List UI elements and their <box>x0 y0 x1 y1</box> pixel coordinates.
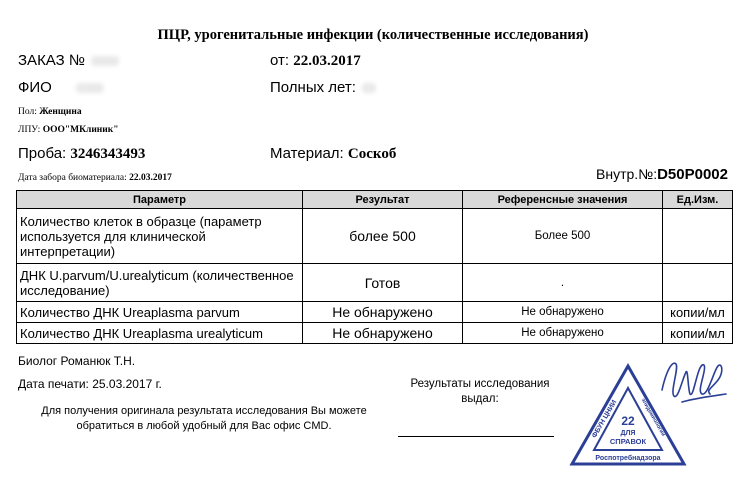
biologist-name: Биолог Романюк Т.Н. <box>18 354 136 368</box>
table-row <box>17 209 733 264</box>
cell-parameter: Количество ДНК Ureaplasma urealyticum <box>17 323 303 344</box>
order-date-value: 22.03.2017 <box>293 53 361 69</box>
sample-row <box>18 145 145 163</box>
internal-number-label: Внутр.№: <box>596 166 658 182</box>
fio-redacted <box>76 83 104 93</box>
column-header-result: Результат <box>303 191 463 209</box>
sample-value: 3246343493 <box>70 146 146 162</box>
order-number-row <box>18 52 119 69</box>
cell-reference: Не обнаружено <box>463 302 663 323</box>
sex-value: Женщина <box>39 107 82 117</box>
signature-icon <box>652 350 732 412</box>
order-number-label: ЗАКАЗ № <box>18 52 85 69</box>
table-row <box>17 264 733 302</box>
table-row <box>17 302 733 323</box>
original-note-line-2: обратиться в любой удобный для Вас офис CMD. <box>76 420 332 432</box>
cell-result: Готов <box>303 264 463 302</box>
sex-label: Пол: <box>18 107 37 117</box>
cell-result: более 500 <box>303 209 463 264</box>
stamp-line-2: СПРАВОК <box>609 437 647 446</box>
age-label: Полных лет: <box>270 79 356 96</box>
order-number-redacted <box>91 56 119 66</box>
results-table <box>16 190 733 344</box>
original-note-line-1: Для получения оригинала результата исследования Вы можете <box>41 405 367 417</box>
original-note <box>18 404 390 434</box>
cell-unit: копии/мл <box>663 323 733 344</box>
column-header-unit: Ед.Изм. <box>663 191 733 209</box>
fio-row <box>18 79 104 96</box>
cell-parameter: Количество ДНК Ureaplasma parvum <box>17 302 303 323</box>
cell-unit <box>663 264 733 302</box>
stamp-number: 22 <box>621 414 635 428</box>
order-date-row <box>270 52 361 70</box>
stamp-top-text: ФБУН ЦНИИ <box>591 399 619 440</box>
material-value: Соскоб <box>347 146 397 162</box>
cell-reference: . <box>463 264 663 302</box>
lpu-value: ООО"МКлиник" <box>42 125 119 135</box>
cell-unit: копии/мл <box>663 302 733 323</box>
cell-parameter: Количество клеток в образце (параметр используется для клинической интерпретации) <box>17 209 303 264</box>
column-header-reference: Референсные значения <box>463 191 663 209</box>
cell-result: Не обнаружено <box>303 323 463 344</box>
collection-row <box>18 173 172 183</box>
page-title: ПЦР, урогенитальные инфекции (количественные исследования) <box>157 27 589 43</box>
column-header-parameter: Параметр <box>17 191 303 209</box>
issued-by <box>392 377 568 407</box>
internal-number-row <box>596 166 728 183</box>
lpu-row <box>18 125 118 135</box>
issued-by-line-1: Результаты исследования <box>410 378 550 390</box>
sex-row <box>18 107 82 117</box>
stamp-line-1: ДЛЯ <box>620 430 636 437</box>
stamp-side-text: эпидемиологии <box>639 397 667 438</box>
internal-number-value: D50P0002 <box>657 166 728 183</box>
stamp-bottom-text: Роспотребнадзора <box>595 455 661 462</box>
collection-value: 22.03.2017 <box>129 173 172 183</box>
collection-label: Дата забора биоматериала: <box>18 173 127 183</box>
print-date: Дата печати: 25.03.2017 г. <box>18 377 162 391</box>
age-redacted <box>362 83 376 93</box>
fio-label: ФИО <box>18 79 52 96</box>
order-date-label: от: <box>270 52 290 69</box>
material-label: Материал: <box>270 145 344 162</box>
cell-reference: Более 500 <box>463 209 663 264</box>
issued-by-line-2: выдал: <box>461 393 499 405</box>
age-row <box>270 79 376 96</box>
cell-reference: Не обнаружено <box>463 323 663 344</box>
cell-unit <box>663 209 733 264</box>
signature-line <box>398 436 554 437</box>
lpu-label: ЛПУ: <box>18 125 41 135</box>
table-row <box>17 323 733 344</box>
cell-parameter: ДНК U.parvum/U.urealyticum (количественное исследование) <box>17 264 303 302</box>
sample-label: Проба: <box>18 145 67 162</box>
material-row <box>270 145 396 163</box>
table-header-row <box>17 191 733 209</box>
cell-result: Не обнаружено <box>303 302 463 323</box>
